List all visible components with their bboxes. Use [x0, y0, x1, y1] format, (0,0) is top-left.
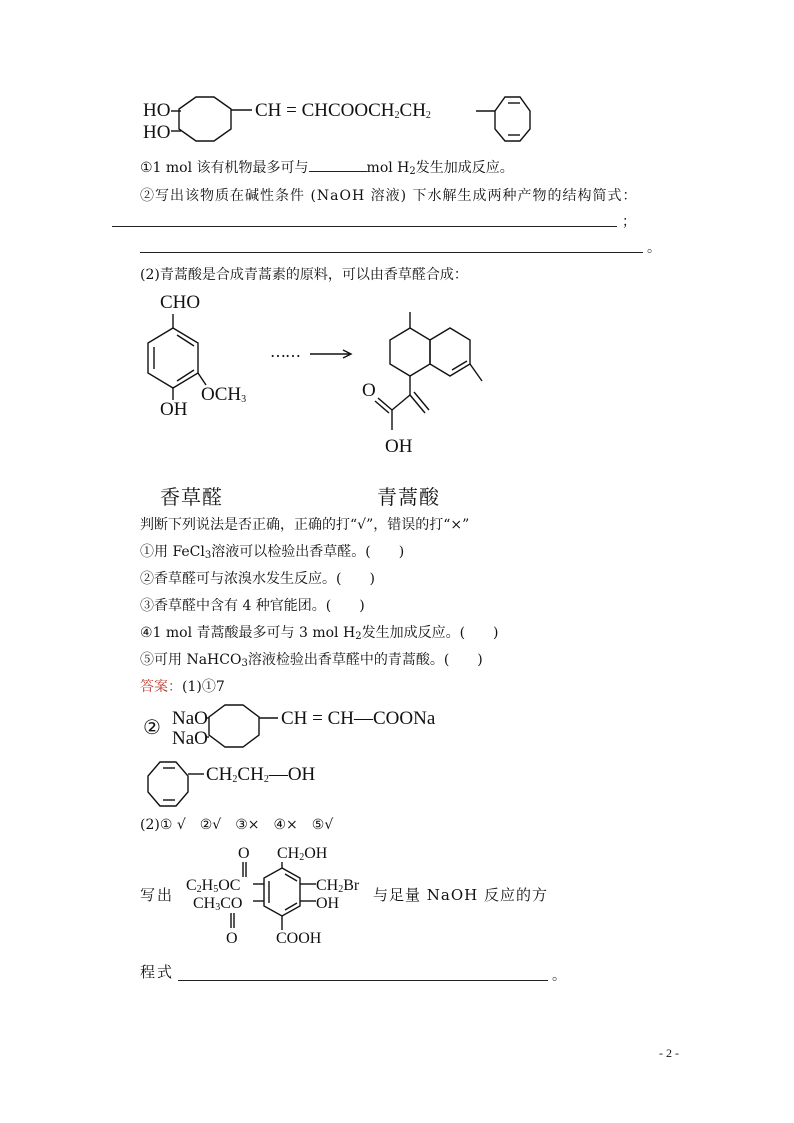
mol-o-top: O	[238, 845, 250, 862]
write-suffix: 与足量 NaOH 反应的方	[373, 886, 548, 904]
write-prefix: 写出	[140, 886, 175, 904]
question-1: ①1 mol 该有机物最多可与 mol $H_2$发生加成反应。	[140, 160, 514, 177]
reaction-dots: ……	[270, 342, 300, 361]
judge-item-1: ①用 FeCl$_3$溶液可以检验出香草醛。( )	[140, 544, 405, 561]
ho-top-label: HO	[143, 100, 171, 121]
judge-item-5: ⑤可用 NaHCO$_3$溶液检验出香草醛中的青蒿酸。( )	[140, 652, 483, 669]
ho-bottom-label: HO	[143, 122, 171, 143]
page-number: - 2 -	[659, 1046, 679, 1060]
equation-label: 程式	[140, 963, 175, 981]
equation-answer-line	[178, 980, 548, 981]
acid-carbonyl-o: O	[362, 380, 376, 401]
mol-o-bottom: O	[226, 930, 238, 947]
caption-artemisinic-acid: 青蒿酸	[377, 485, 440, 509]
mol-cooh: COOH	[276, 930, 322, 947]
judge-item-3: ③香草醛中含有 4 种官能团。( )	[140, 598, 365, 614]
vanillin-cho: CHO	[160, 292, 201, 313]
ester-chain: CH = $CHCOOCH_2CH_2$	[255, 100, 431, 121]
judge-item-4: ④1 mol 青蒿酸最多可与 3 mol $H_2$发生加成反应。( )	[140, 625, 499, 642]
answer-nao-top: NaO	[172, 708, 208, 729]
mol-ch3co: $CH_3CO$	[193, 895, 243, 913]
acid-oh: OH	[385, 436, 413, 457]
answer-circle-2: ②	[143, 717, 161, 739]
judge-item-2: ②香草醛可与浓溴水发生反应。( )	[140, 571, 375, 587]
mol-c2h5-oc: $C_2H_5OC$	[186, 877, 241, 895]
period-2: 。	[552, 968, 566, 984]
answer-nao-bottom: NaO	[172, 728, 208, 749]
answer-part2: (2)① √ ②√ ③× ④× ⑤√	[140, 817, 334, 833]
mol-oh: OH	[316, 895, 340, 912]
mol-ch2oh: $CH_2OH$	[277, 845, 328, 863]
period-1: 。	[647, 240, 661, 256]
answer-label: 答案：	[140, 679, 182, 695]
judge-instruction: 判断下列说法是否正确，正确的打“√”，错误的打“×”	[140, 517, 470, 533]
answer-salt-chain: CH = CH—COONa	[281, 708, 436, 729]
semicolon: ；	[622, 214, 636, 230]
caption-vanillin: 香草醛	[160, 485, 223, 509]
question-2: ②写出该物质在碱性条件 (NaOH 溶液) 下水解生成两种产物的结构简式：	[140, 188, 638, 204]
answer-alcohol-chain: $CH_2CH_2—OH$	[206, 764, 316, 785]
mol-ch2br: $CH_2Br$	[316, 877, 360, 895]
answer-heading: 答案：(1)①7	[140, 679, 225, 695]
vanillin-oh: OH	[160, 399, 188, 420]
part2-intro: (2)青蒿酸是合成青蒿素的原料，可以由香草醛合成：	[140, 267, 468, 283]
vanillin-och3: $OCH_3$	[201, 384, 247, 405]
